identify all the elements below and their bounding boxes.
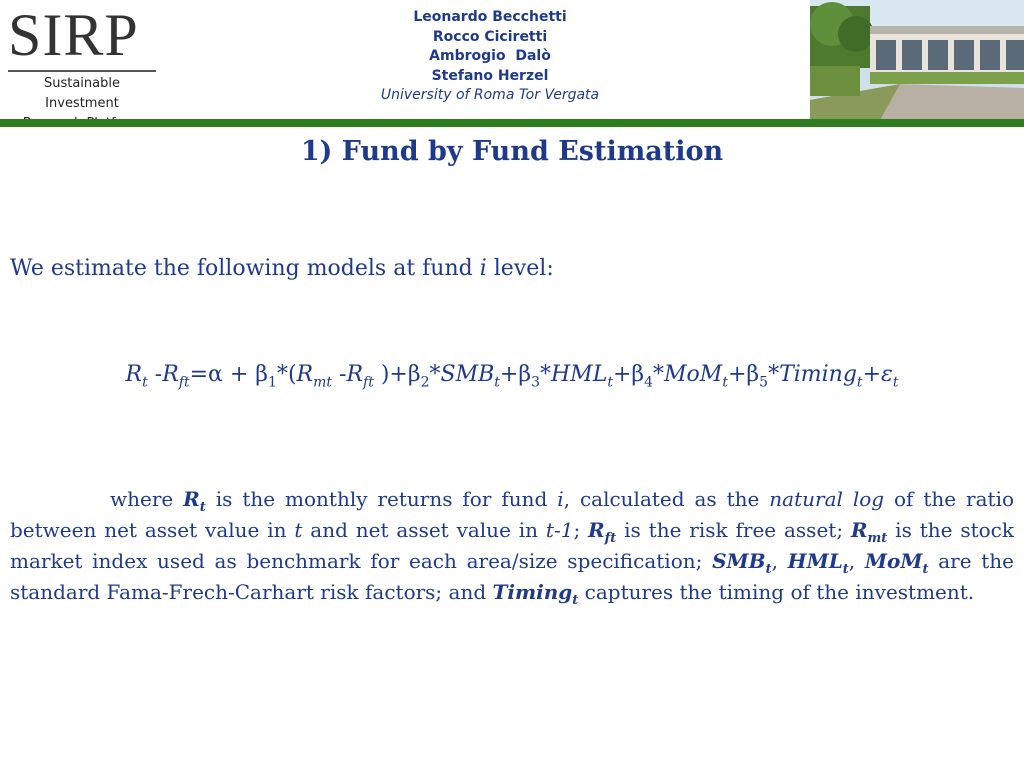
body-term: R xyxy=(850,518,868,542)
eq-operator: * xyxy=(653,362,665,387)
university-building-photo xyxy=(810,0,1024,120)
body-text: is the stock market index used as benchmark for each area/size specification; xyxy=(10,518,1014,573)
author-name: Leonardo Becchetti xyxy=(413,9,567,25)
body-text: where xyxy=(110,487,184,511)
eq-operator: +β xyxy=(727,362,760,387)
sirp-logo xyxy=(0,0,165,118)
eq-operator: *( xyxy=(276,362,297,387)
eq-term: R xyxy=(125,362,143,387)
body-term: HML xyxy=(787,549,843,573)
body-term: natural log xyxy=(769,487,885,511)
eq-subscript: t xyxy=(856,374,863,391)
body-term: t xyxy=(294,518,303,542)
slide-title: 1) Fund by Fund Estimation xyxy=(300,136,724,167)
body-term: R xyxy=(588,518,605,542)
eq-subscript: 1 xyxy=(268,374,277,391)
body-term: R xyxy=(183,487,200,511)
eq-operator: + xyxy=(862,362,881,387)
body-term: SMB xyxy=(712,549,766,573)
body-subscript: t xyxy=(842,562,849,577)
eq-operator: =α + β xyxy=(189,362,269,387)
body-text: are the standard Fama-Frech-Carhart risk factors; and xyxy=(10,549,1015,604)
body-subscript: t xyxy=(199,500,206,515)
eq-operator: )+β xyxy=(373,362,421,387)
body-text: of the ratio between net asset value in xyxy=(10,487,1015,542)
body-subscript: ft xyxy=(604,531,617,546)
eq-operator: * xyxy=(768,362,780,387)
intro-text-after: level: xyxy=(486,256,554,281)
author-list xyxy=(330,8,650,106)
variable-definitions-paragraph xyxy=(10,484,1014,608)
eq-operator: * xyxy=(539,362,551,387)
eq-subscript: ft xyxy=(363,374,374,391)
eq-term: SMB xyxy=(440,362,495,387)
logo-divider xyxy=(8,70,156,72)
eq-subscript: ft xyxy=(178,374,190,391)
eq-subscript: t xyxy=(494,374,500,391)
body-term: MoM xyxy=(864,549,923,573)
building-photo-image xyxy=(810,0,1024,120)
body-subscript: t xyxy=(572,593,579,608)
logo-subtitle-line1: Sustainable Investment xyxy=(43,76,120,111)
eq-term: R xyxy=(296,362,314,387)
body-term: i xyxy=(557,487,564,511)
body-text: is the monthly returns for fund xyxy=(205,487,558,511)
eq-term: MoM xyxy=(664,362,723,387)
eq-subscript: 5 xyxy=(759,374,769,391)
eq-operator: - xyxy=(332,362,347,387)
eq-subscript: 4 xyxy=(644,374,654,391)
body-subscript: t xyxy=(765,562,772,577)
eq-operator: +β xyxy=(612,362,645,387)
body-text: and net asset value in xyxy=(302,518,546,542)
author-name: Stefano Herzel xyxy=(431,67,549,84)
author-name: Rocco Ciciretti xyxy=(432,28,548,45)
body-text: , xyxy=(848,549,865,573)
body-text: , xyxy=(771,549,788,573)
body-text: ; xyxy=(573,518,589,542)
eq-term: R xyxy=(346,362,364,387)
eq-subscript: t xyxy=(142,374,148,391)
eq-term: Timing xyxy=(779,362,857,387)
body-text: is the risk free asset; xyxy=(616,518,851,542)
eq-subscript: t xyxy=(607,374,613,391)
body-term: Timing xyxy=(492,580,573,604)
model-equation xyxy=(0,362,1024,390)
body-term: t-1 xyxy=(545,518,574,542)
intro-text-before: We estimate the following models at fund xyxy=(10,256,480,281)
eq-operator: * xyxy=(429,362,441,387)
author-name: Ambrogio Dalò xyxy=(429,48,551,64)
eq-subscript: mt xyxy=(313,374,333,391)
affiliation: University of Roma Tor Vergata xyxy=(380,87,600,103)
eq-subscript: t xyxy=(722,374,728,391)
eq-term: HML xyxy=(550,362,608,387)
eq-operator: - xyxy=(147,362,163,387)
body-subscript: t xyxy=(922,562,929,577)
eq-subscript: 3 xyxy=(531,374,540,391)
body-subscript: mt xyxy=(867,531,888,546)
body-text: , calculated as the xyxy=(563,487,770,511)
logo-wordmark: SIRP xyxy=(8,2,139,68)
eq-operator: +β xyxy=(499,362,532,387)
body-text: captures the timing of the investment. xyxy=(578,580,975,604)
header-divider-bar xyxy=(0,119,1024,127)
intro-sentence xyxy=(10,256,554,281)
eq-subscript: 2 xyxy=(420,374,430,391)
eq-subscript: t xyxy=(892,374,899,391)
intro-fund-index: i xyxy=(479,256,487,281)
eq-term: R xyxy=(162,362,179,387)
eq-term: ε xyxy=(881,362,893,387)
slide-header xyxy=(0,0,1024,128)
